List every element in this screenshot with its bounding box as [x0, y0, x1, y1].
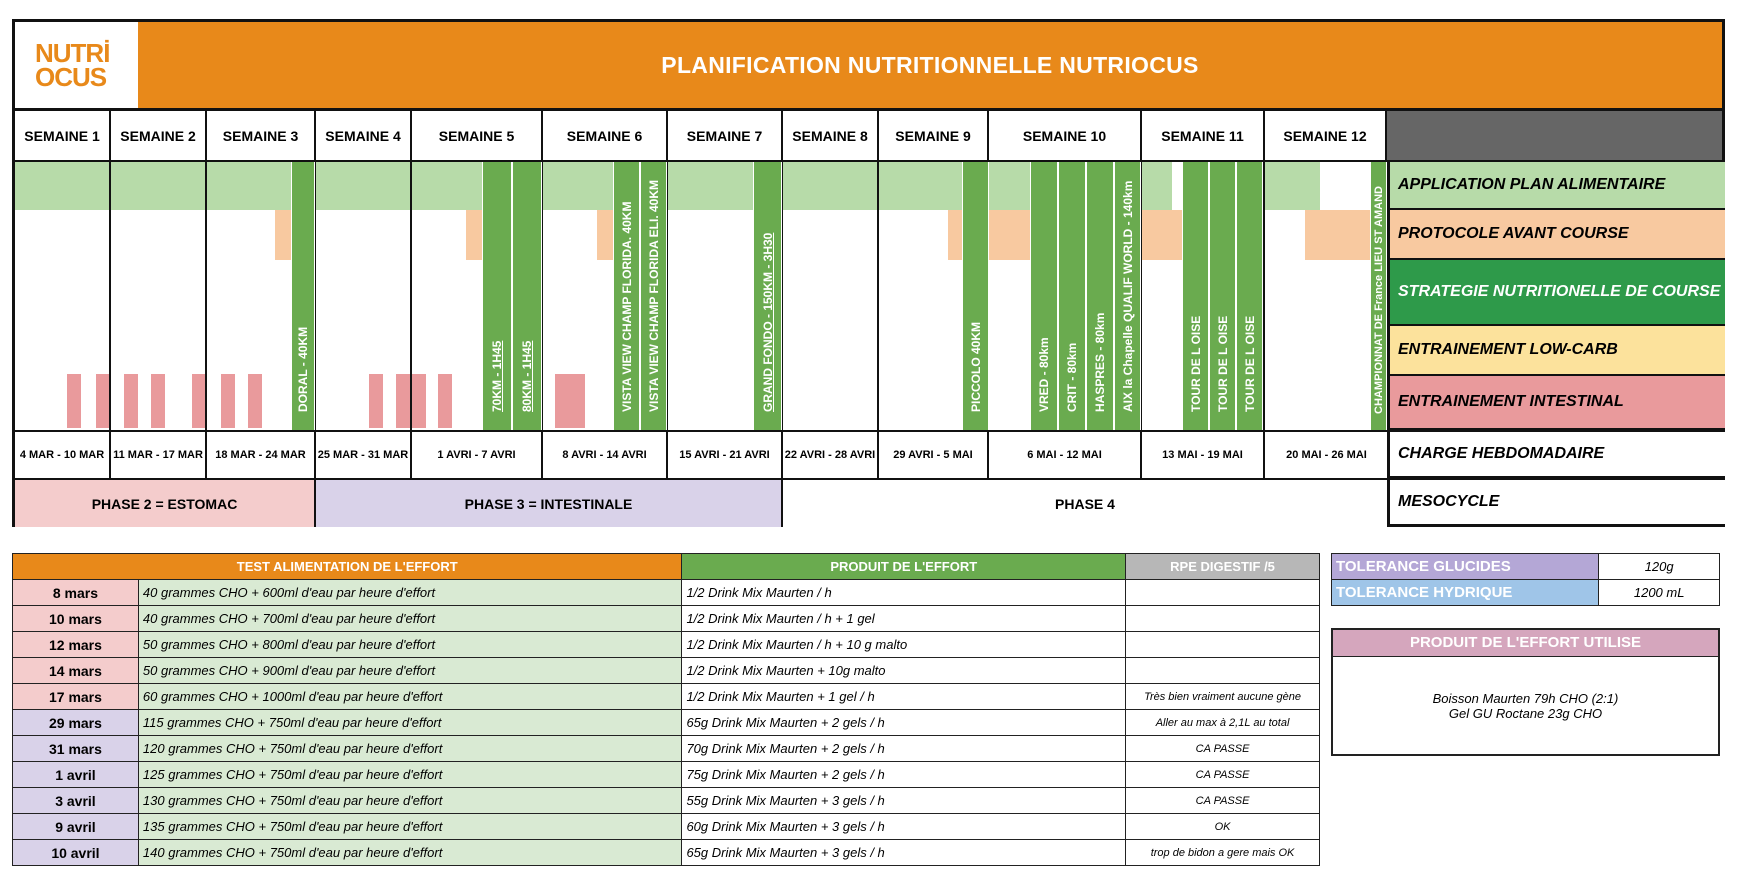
legend-protocole: PROTOCOLE AVANT COURSE	[1390, 210, 1725, 260]
week-dates-10: 6 MAI - 12 MAI	[989, 430, 1142, 478]
protocole-block-1	[275, 210, 291, 260]
row-test: 125 grammes CHO + 750ml d'eau par heure d'effort	[138, 762, 682, 788]
intestinal-block-11	[438, 374, 452, 428]
legend-mesocycle: MESOCYCLE	[1390, 478, 1725, 524]
application-band-w4	[316, 162, 412, 210]
row-produit: 1/2 Drink Mix Maurten + 1 gel / h	[682, 684, 1126, 710]
week-dates-11: 13 MAI - 19 MAI	[1142, 430, 1265, 478]
row-test: 130 grammes CHO + 750ml d'eau par heure d'effort	[138, 788, 682, 814]
col-sep	[1263, 162, 1265, 430]
race-bar-championnat	[1370, 162, 1387, 430]
row-produit: 55g Drink Mix Maurten + 3 gels / h	[682, 788, 1126, 814]
race-bar-tour-oise-3	[1236, 162, 1263, 430]
week-header-7: SEMAINE 7	[668, 111, 783, 162]
week-dates-2: 11 MAR - 17 MAR	[111, 430, 207, 478]
row-produit: 65g Drink Mix Maurten + 3 gels / h	[682, 840, 1126, 866]
application-band-w12	[1265, 162, 1320, 210]
row-test: 140 grammes CHO + 750ml d'eau par heure d'effort	[138, 840, 682, 866]
col-sep	[877, 162, 879, 430]
logo-line-2: OCUS	[35, 62, 107, 92]
row-rpe	[1126, 632, 1320, 658]
row-produit: 1/2 Drink Mix Maurten / h	[682, 580, 1126, 606]
row-test: 50 grammes CHO + 800ml d'eau par heure d'effort	[138, 632, 682, 658]
race-label: VRED - 80km	[1037, 337, 1051, 412]
week-header-3: SEMAINE 3	[207, 111, 316, 162]
application-band-w6	[543, 162, 613, 210]
row-date: 1 avril	[13, 762, 139, 788]
intestinal-block-2	[96, 374, 110, 428]
week-dates-12: 20 MAI - 26 MAI	[1265, 430, 1390, 478]
race-bar-aix	[1114, 162, 1141, 430]
row-rpe: CA PASSE	[1126, 736, 1320, 762]
row-date: 29 mars	[13, 710, 139, 736]
row-rpe: CA PASSE	[1126, 762, 1320, 788]
row-test: 120 grammes CHO + 750ml d'eau par heure d'effort	[138, 736, 682, 762]
row-date: 31 mars	[13, 736, 139, 762]
tolerance-hydrique-label: TOLERANCE HYDRIQUE	[1332, 580, 1599, 606]
col-sep	[205, 162, 207, 430]
row-produit: 65g Drink Mix Maurten + 2 gels / h	[682, 710, 1126, 736]
table-row	[13, 580, 1320, 606]
application-band-w2	[111, 162, 207, 210]
table-row	[13, 840, 1320, 866]
race-bar-crit	[1058, 162, 1086, 430]
legend-header	[1387, 111, 1722, 162]
col-sep	[410, 162, 412, 430]
intestinal-block-6	[221, 374, 235, 428]
race-label: CHAMPIONNAT DE France LIEU ST AMAND	[1372, 186, 1385, 414]
application-band-w1	[15, 162, 111, 210]
race-label: CRIT - 80km	[1065, 342, 1079, 412]
application-band-w7	[668, 162, 753, 210]
row-date: 10 avril	[13, 840, 139, 866]
tolerance-glucides-label: TOLERANCE GLUCIDES	[1332, 554, 1599, 580]
phase-4: PHASE 4	[783, 478, 1387, 527]
intestinal-block-1	[67, 374, 81, 428]
race-bar-tour-oise-2	[1209, 162, 1236, 430]
row-produit: 60g Drink Mix Maurten + 3 gels / h	[682, 814, 1126, 840]
row-produit: 70g Drink Mix Maurten + 2 gels / h	[682, 736, 1126, 762]
week-header-5: SEMAINE 5	[412, 111, 543, 162]
race-bar-vista-1	[613, 162, 640, 430]
application-band-w9	[879, 162, 962, 210]
table-row	[13, 684, 1320, 710]
race-label: TOUR DE L OISE	[1188, 315, 1203, 412]
page-title: PLANIFICATION NUTRITIONNELLE NUTRIOCUS	[138, 22, 1722, 108]
application-band-w5	[412, 162, 482, 210]
week-dates-9: 29 AVRI - 5 MAI	[879, 430, 989, 478]
col-sep	[109, 162, 111, 430]
intestinal-block-12	[555, 374, 585, 428]
week-dates-3: 18 MAR - 24 MAR	[207, 430, 316, 478]
application-band-w3	[207, 162, 291, 210]
race-label: VISTA VIEW CHAMP FLORIDA. 40KM	[619, 201, 634, 412]
row-test: 135 grammes CHO + 750ml d'eau par heure d'effort	[138, 814, 682, 840]
row-test: 40 grammes CHO + 700ml d'eau par heure d'effort	[138, 606, 682, 632]
race-label: 70KM - 1H45	[490, 340, 504, 412]
week-dates-4: 25 MAR - 31 MAR	[316, 430, 412, 478]
row-rpe: trop de bidon a gere mais OK	[1126, 840, 1320, 866]
row-date: 10 mars	[13, 606, 139, 632]
test-alimentation-table	[12, 553, 1320, 866]
table-row	[13, 632, 1320, 658]
row-test: 40 grammes CHO + 600ml d'eau par heure d'effort	[138, 580, 682, 606]
intestinal-block-9	[396, 374, 410, 428]
row-test: 115 grammes CHO + 750ml d'eau par heure d'effort	[138, 710, 682, 736]
week-header-2: SEMAINE 2	[111, 111, 207, 162]
row-rpe: Très bien vraiment aucune gène	[1126, 684, 1320, 710]
week-header-10: SEMAINE 10	[989, 111, 1142, 162]
week-header-1: SEMAINE 1	[15, 111, 111, 162]
week-header-9: SEMAINE 9	[879, 111, 989, 162]
produit-utilise-line-2: Gel GU Roctane 23g CHO	[1448, 706, 1603, 721]
table-row	[13, 710, 1320, 736]
produit-utilise-header: PRODUIT DE L'EFFORT UTILISE	[1333, 630, 1718, 657]
tolerance-table	[1331, 553, 1720, 606]
legend-charge: CHARGE HEBDOMADAIRE	[1390, 430, 1725, 478]
intestinal-block-8	[369, 374, 383, 428]
produit-utilise-line-1: Boisson Maurten 79h CHO (2:1)	[1432, 691, 1619, 706]
race-bar-70km	[482, 162, 512, 430]
race-bar-vista-2	[640, 162, 667, 430]
phase-3: PHASE 3 = INTESTINALE	[316, 478, 783, 527]
table-row	[13, 736, 1320, 762]
week-dates-7: 15 AVRI - 21 AVRI	[668, 430, 783, 478]
week-header-8: SEMAINE 8	[783, 111, 879, 162]
legend-application: APPLICATION PLAN ALIMENTAIRE	[1390, 162, 1725, 210]
row-date: 12 mars	[13, 632, 139, 658]
race-label: HASPRES - 80km	[1093, 312, 1107, 412]
race-label: TOUR DE L OISE	[1215, 315, 1230, 412]
race-bar-haspres	[1086, 162, 1114, 430]
race-bar-vred	[1030, 162, 1058, 430]
race-label: VISTA VIEW CHAMP FLORIDA ELI. 40KM	[646, 179, 661, 412]
week-header-6: SEMAINE 6	[543, 111, 668, 162]
row-test: 60 grammes CHO + 1000ml d'eau par heure d'effort	[138, 684, 682, 710]
protocole-block-6	[1142, 210, 1182, 260]
race-label: 80KM - 1H45	[520, 340, 534, 412]
tolerance-glucides-value: 120g	[1599, 554, 1720, 580]
race-bar-grand-fondo	[753, 162, 782, 430]
planning-grid	[15, 162, 1387, 430]
week-header-4: SEMAINE 4	[316, 111, 412, 162]
legend-intestinal: ENTRAINEMENT INTESTINAL	[1390, 376, 1725, 430]
row-rpe: OK	[1126, 814, 1320, 840]
week-header-12: SEMAINE 12	[1265, 111, 1387, 162]
row-produit: 1/2 Drink Mix Maurten / h + 10 g malto	[682, 632, 1126, 658]
row-test: 50 grammes CHO + 900ml d'eau par heure d'effort	[138, 658, 682, 684]
table-row	[13, 814, 1320, 840]
race-label: TOUR DE L OISE	[1242, 315, 1257, 412]
race-label: PICCOLO 40KM	[968, 321, 983, 412]
logo-line-1: NUTRİ	[35, 38, 110, 68]
row-rpe: Aller au max à 2,1L au total	[1126, 710, 1320, 736]
row-rpe	[1126, 658, 1320, 684]
week-dates-8: 22 AVRI - 28 AVRI	[783, 430, 879, 478]
application-band-w8	[783, 162, 879, 210]
table-row	[13, 606, 1320, 632]
row-date: 3 avril	[13, 788, 139, 814]
row-date: 17 mars	[13, 684, 139, 710]
race-label: AIX la Chapelle QUALIF WORLD - 140km	[1120, 180, 1135, 412]
row-produit: 75g Drink Mix Maurten + 2 gels / h	[682, 762, 1126, 788]
phase-2: PHASE 2 = ESTOMAC	[15, 478, 316, 527]
row-produit: 1/2 Drink Mix Maurten / h + 1 gel	[682, 606, 1126, 632]
table-row	[13, 788, 1320, 814]
race-label: DORAL - 40KM	[296, 326, 310, 412]
row-date: 14 mars	[13, 658, 139, 684]
row-date: 8 mars	[13, 580, 139, 606]
race-bar-piccolo	[962, 162, 989, 430]
race-bar-tour-oise-1	[1182, 162, 1209, 430]
produit-utilise-box	[1331, 628, 1720, 756]
row-rpe	[1126, 606, 1320, 632]
week-dates-5: 1 AVRI - 7 AVRI	[412, 430, 543, 478]
nutriocus-logo	[15, 22, 138, 108]
week-dates-1: 4 MAR - 10 MAR	[15, 430, 111, 478]
week-header-11: SEMAINE 11	[1142, 111, 1265, 162]
intestinal-block-10	[412, 374, 426, 428]
legend-lowcarb: ENTRAINEMENT LOW-CARB	[1390, 326, 1725, 376]
row-rpe	[1126, 580, 1320, 606]
header-produit: PRODUIT DE L'EFFORT	[682, 554, 1126, 580]
race-bar-doral	[291, 162, 315, 430]
protocole-block-4	[948, 210, 962, 260]
table-row	[13, 762, 1320, 788]
row-date: 9 avril	[13, 814, 139, 840]
header-test: TEST ALIMENTATION DE L'EFFORT	[13, 554, 682, 580]
intestinal-block-3	[124, 374, 138, 428]
table-row	[13, 658, 1320, 684]
race-label: GRAND FONDO - 150KM - 3H30	[760, 232, 775, 412]
protocole-block-2	[466, 210, 482, 260]
legend-strategie: STRATEGIE NUTRITIONELLE DE COURSE	[1390, 260, 1725, 326]
protocole-block-3	[597, 210, 613, 260]
race-bar-80km	[512, 162, 542, 430]
header-rpe: RPE DIGESTIF /5	[1126, 554, 1320, 580]
intestinal-block-5	[192, 374, 206, 428]
row-rpe: CA PASSE	[1126, 788, 1320, 814]
tolerance-hydrique-value: 1200 mL	[1599, 580, 1720, 606]
intestinal-block-4	[151, 374, 165, 428]
row-produit: 1/2 Drink Mix Maurten + 10g malto	[682, 658, 1126, 684]
week-dates-6: 8 AVRI - 14 AVRI	[543, 430, 668, 478]
application-band-w11	[1142, 162, 1172, 210]
intestinal-block-7	[248, 374, 262, 428]
